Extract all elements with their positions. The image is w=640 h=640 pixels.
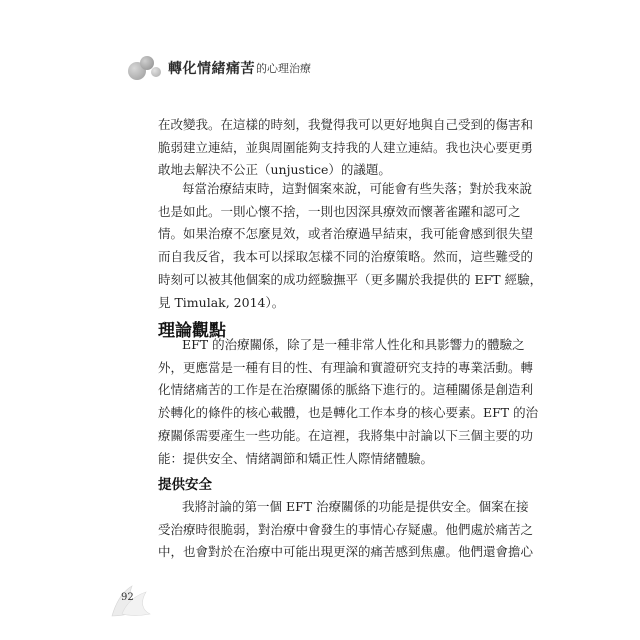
paragraph-line: 敢地去解決不公正（unjustice）的議題。 <box>158 162 391 178</box>
section-heading-theory: 理論觀點 <box>158 321 226 341</box>
running-head-title: 轉化情緒痛苦 <box>168 61 255 77</box>
paragraph-line: 也是如此。一則心懷不捨，一則也因深具療效而懷著雀躍和認可之 <box>158 203 521 219</box>
paragraph-line: 受治療時很脆弱，對治療中會發生的事情心存疑慮。他們處於痛苦之 <box>158 521 534 537</box>
paragraph-line: 於轉化的條件的核心載體，也是轉化工作本身的核心要素。EFT 的治 <box>158 405 539 421</box>
subsection-heading-safety: 提供安全 <box>158 477 212 493</box>
paragraph-line: 能：提供安全、情緒調節和矯正性人際情緒體驗。 <box>158 450 434 466</box>
paragraph-line: 外，更應當是一種有目的性、有理論和實證研究支持的專業活動。轉 <box>158 359 534 375</box>
paragraph-3 <box>158 334 539 470</box>
page-number: 92 <box>121 592 134 603</box>
paragraph-line: 每當治療結束時，這對個案來說，可能會有些失落；對於我來說 <box>182 181 533 196</box>
paragraph-line: 化情緒痛苦的工作是在治療關係的脈絡下進行的。這種關係是創造利 <box>158 382 534 398</box>
paragraph-2 <box>158 178 543 314</box>
paragraph-4 <box>158 496 534 564</box>
paragraph-line: 時刻可以被其他個案的成功經驗撫平（更多關於我提供的 EFT 經驗， <box>158 271 543 287</box>
paragraph-line: 脆弱建立連結，並與周圍能夠支持我的人建立連結。我也決心要更勇 <box>158 139 534 155</box>
running-head-subtitle: 的心理治療 <box>256 62 311 75</box>
paragraph-line: 在改變我。在這樣的時刻，我覺得我可以更好地與自己受到的傷害和 <box>158 117 534 132</box>
running-head <box>128 54 311 82</box>
paragraph-1 <box>158 114 534 182</box>
paragraph-line: 情。如果治療不怎麼見效，或者治療過早結束，我可能會感到很失望 <box>158 226 534 242</box>
paragraph-line: 中，也會對於在治療中可能出現更深的痛苦感到焦慮。他們還會擔心 <box>158 544 534 560</box>
paragraph-line: 見 Timulak, 2014）。 <box>158 294 285 310</box>
paragraph-line: 而自我反省，我本可以採取怎樣不同的治療策略。然而，這些難受的 <box>158 249 534 265</box>
paragraph-line: 療關係需要產生一些功能。在這裡，我將集中討論以下三個主要的功 <box>158 427 534 443</box>
paragraph-line: 我將討論的第一個 EFT 治療關係的功能是提供安全。個案在接 <box>182 499 529 514</box>
paragraph-line: EFT 的治療關係，除了是一種非常人性化和具影響力的體驗之 <box>182 337 525 352</box>
bubbles-logo-icon <box>128 54 164 82</box>
